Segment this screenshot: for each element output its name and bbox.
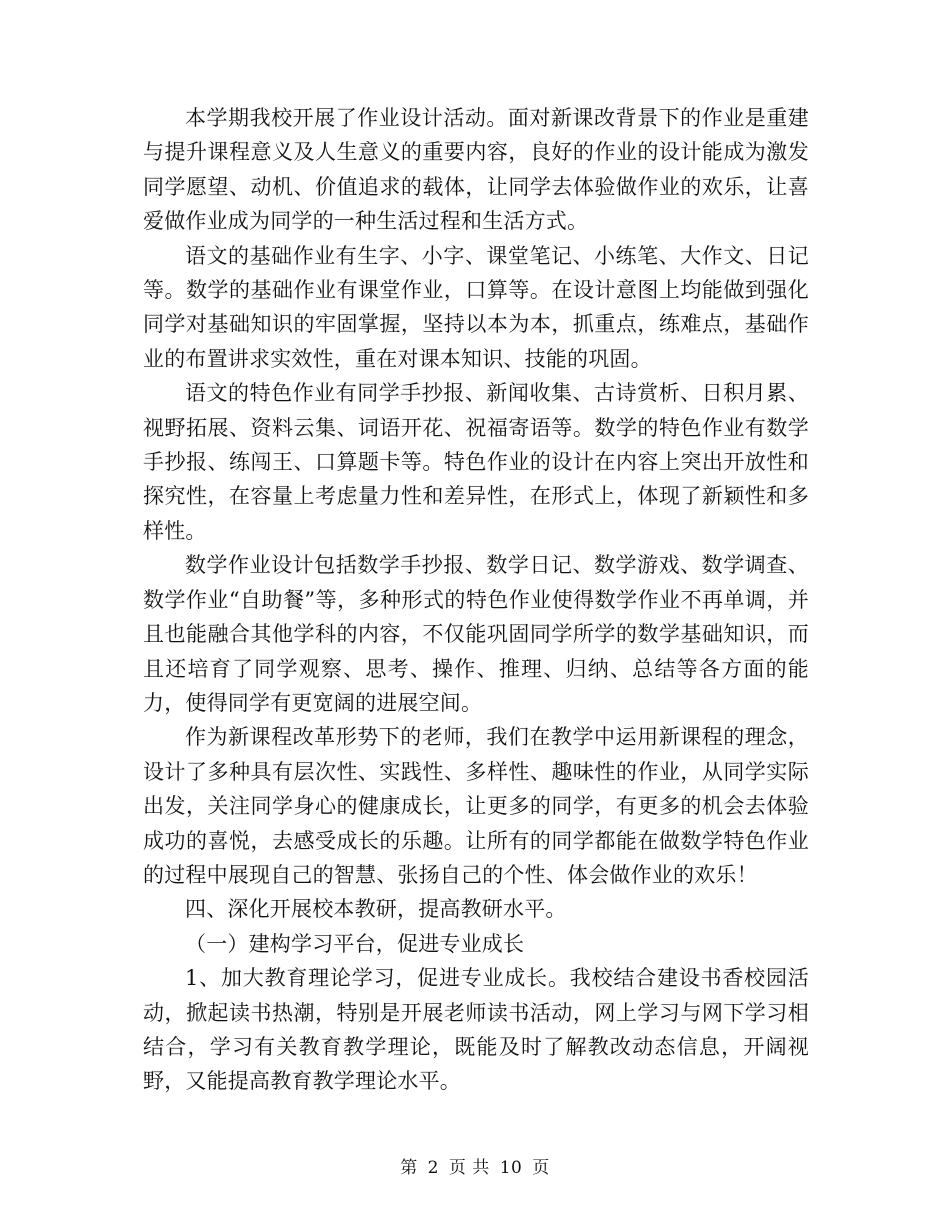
paragraph-2: 语文的基础作业有生字、小字、课堂笔记、小练笔、大作文、日记等。数学的基础作业有课堂作业，口算等。在设计意图上均能做到强化同学对基础知识的牢固掌握，坚持以本为本，抓重点，练难点，基础作业的布置讲求实效性，重在对课本知识、技能的巩固。 — [143, 243, 809, 371]
document-body — [143, 101, 809, 1099]
total-pages-number: 10 — [499, 1158, 523, 1178]
footer-suffix: 页 — [532, 1158, 550, 1178]
section-heading: 四、深化开展校本教研，提高教研水平。 — [185, 897, 567, 922]
current-page-number: 2 — [427, 1158, 439, 1178]
footer-middle: 页 共 — [448, 1158, 490, 1178]
footer-prefix: 第 — [400, 1158, 418, 1178]
paragraph-4: 数学作业设计包括数学手抄报、数学日记、数学游戏、数学调查、数学作业“自助餐”等，多种形式的特色作业使得数学作业不再单调，并且也能融合其他学科的内容，不仅能巩固同学所学的数学基础知识，而且还培育了同学观察、思考、操作、推理、归纳、总结等各方面的能力，使得同学有更宽阔的进展空间。 — [143, 553, 809, 715]
paragraph-1: 本学期我校开展了作业设计活动。面对新课改背景下的作业是重建与提升课程意义及人生意义的重要内容，良好的作业的设计能成为激发同学愿望、动机、价值追求的载体，让同学去体验做作业的欢乐，让喜爱做作业成为同学的一种生活过程和生活方式。 — [143, 106, 809, 234]
page-footer — [0, 1153, 950, 1178]
paragraph-5: 作为新课程改革形势下的老师，我们在教学中运用新课程的理念，设计了多种具有层次性、实践性、多样性、趣味性的作业，从同学实际出发，关注同学身心的健康成长，让更多的同学，有更多的机会去体验成功的喜悦，去感受成长的乐趣。让所有的同学都能在做数学特色作业的过程中展现自己的智慧、张扬自己的个性、体会做作业的欢乐！ — [143, 725, 809, 887]
paragraph-3: 语文的特色作业有同学手抄报、新闻收集、古诗赏析、日积月累、视野拓展、资料云集、词语开花、祝福寄语等。数学的特色作业有数学手抄报、练闯王、口算题卡等。特色作业的设计在内容上突出开放性和探究性，在容量上考虑量力性和差异性，在形式上，体现了新颖性和多样性。 — [143, 381, 809, 543]
paragraph-6: 1、加大教育理论学习，促进专业成长。我校结合建设书香校园活动，掀起读书热潮，特别是开展老师读书活动，网上学习与网下学习相结合，学习有关教育教学理论，既能及时了解教改动态信息，开阔视野，又能提高教育教学理论水平。 — [143, 966, 809, 1094]
subsection-heading: （一）建构学习平台，促进专业成长 — [185, 931, 525, 956]
